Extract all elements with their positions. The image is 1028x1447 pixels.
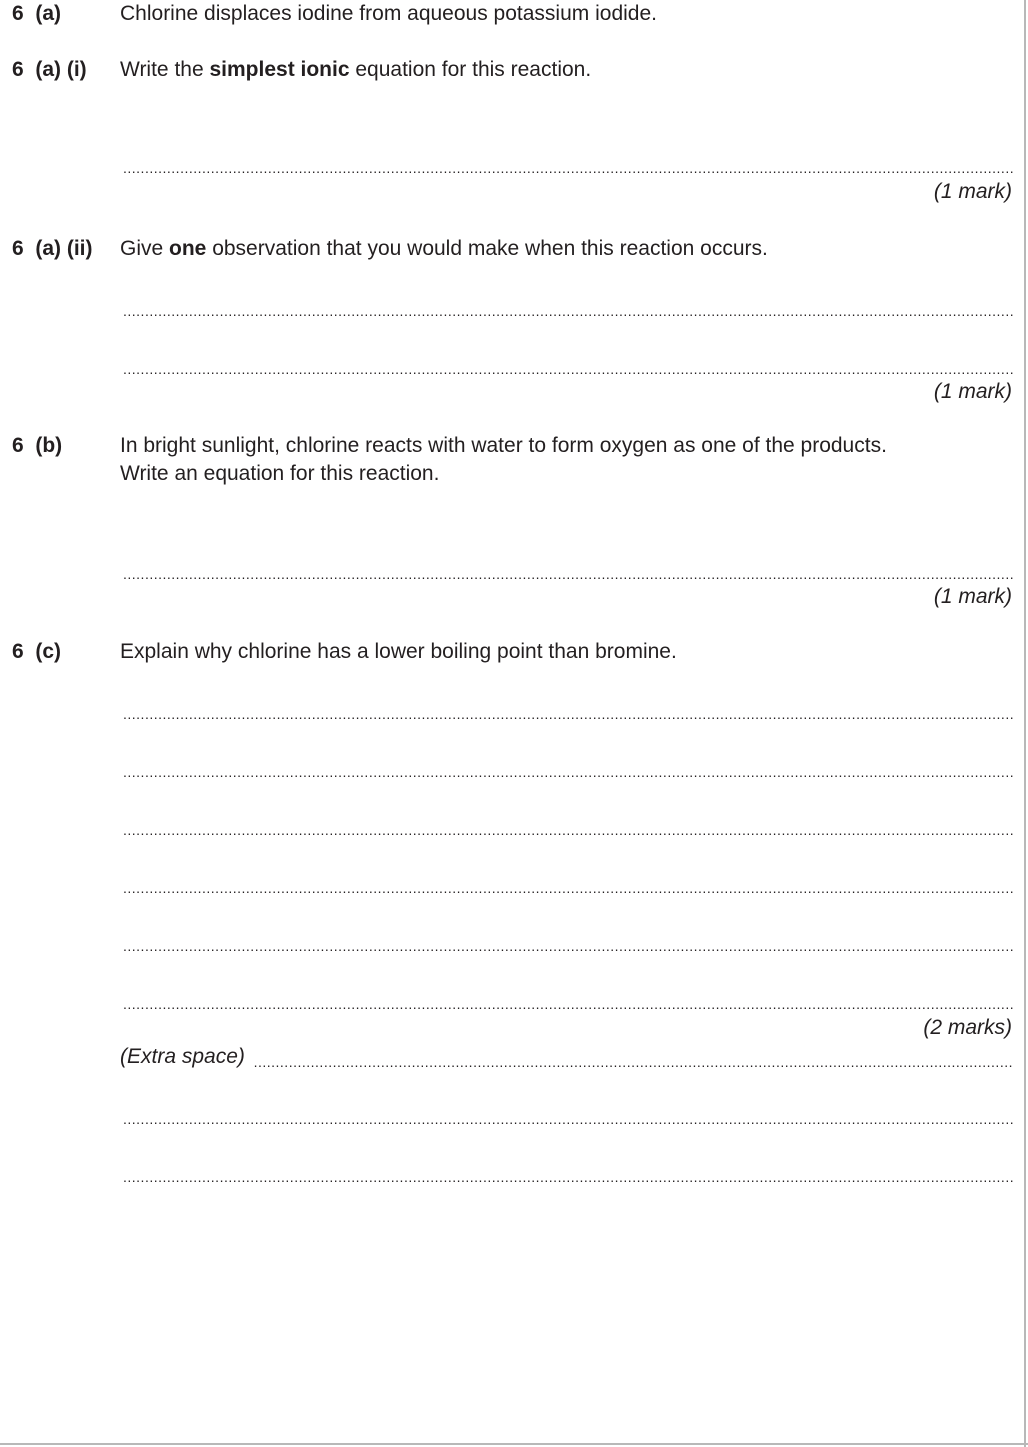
question-label-6c: 6 (c): [12, 640, 62, 663]
question-label-6aii: 6 (a) (ii): [12, 237, 93, 260]
answer-line-6c-3[interactable]: [123, 825, 1013, 835]
answer-line-6c-6[interactable]: [123, 999, 1013, 1009]
question-text-6a: Chlorine displaces iodine from aqueous potassium iodide.: [120, 2, 657, 25]
question-label-6a: 6 (a): [12, 2, 62, 25]
page-border-bottom: [0, 1443, 1028, 1445]
marks-6b: (1 mark): [933, 585, 1012, 608]
extra-space-line-3[interactable]: [123, 1172, 1013, 1182]
answer-line-6c-2[interactable]: [123, 767, 1013, 777]
answer-line-6c-4[interactable]: [123, 883, 1013, 893]
question-text-6ai-start: Write the: [120, 58, 210, 81]
question-text-6aii: [120, 235, 1015, 263]
question-text-6ai: [120, 56, 1015, 84]
marks-6aii: (1 mark): [933, 380, 1012, 403]
extra-space-line-1[interactable]: [253, 1057, 1013, 1067]
answer-line-6b-1[interactable]: [123, 569, 1013, 579]
answer-line-6aii-1[interactable]: [123, 306, 1013, 316]
question-label-6ai: 6 (a) (i): [12, 58, 87, 81]
question-text-6b-line2: Write an equation for this reaction.: [120, 462, 440, 485]
extra-space-label: (Extra space): [120, 1045, 245, 1068]
answer-line-6c-1[interactable]: [123, 709, 1013, 719]
question-text-6aii-bold: one: [169, 237, 207, 260]
answer-line-6c-5[interactable]: [123, 941, 1013, 951]
extra-space-row: [120, 1043, 1013, 1071]
question-text-6c: Explain why chlorine has a lower boiling point than bromine.: [120, 640, 677, 663]
page-border-right: [1024, 0, 1026, 1447]
question-label-6b: 6 (b): [12, 434, 63, 457]
question-text-6ai-end: equation for this reaction.: [349, 58, 592, 81]
marks-6ai: (1 mark): [933, 180, 1012, 203]
question-text-6b-line1: In bright sunlight, chlorine reacts with water to form oxygen as one of the products.: [120, 434, 887, 457]
answer-line-6ai-1[interactable]: [123, 163, 1013, 173]
question-text-6b: [120, 432, 1015, 488]
question-text-6ai-bold: simplest ionic: [209, 58, 350, 81]
marks-6c: (2 marks): [923, 1016, 1012, 1039]
answer-line-6aii-2[interactable]: [123, 364, 1013, 374]
question-text-6aii-start: Give: [120, 237, 170, 260]
question-text-6aii-end: observation that you would make when this reaction occurs.: [206, 237, 768, 260]
extra-space-line-2[interactable]: [123, 1114, 1013, 1124]
